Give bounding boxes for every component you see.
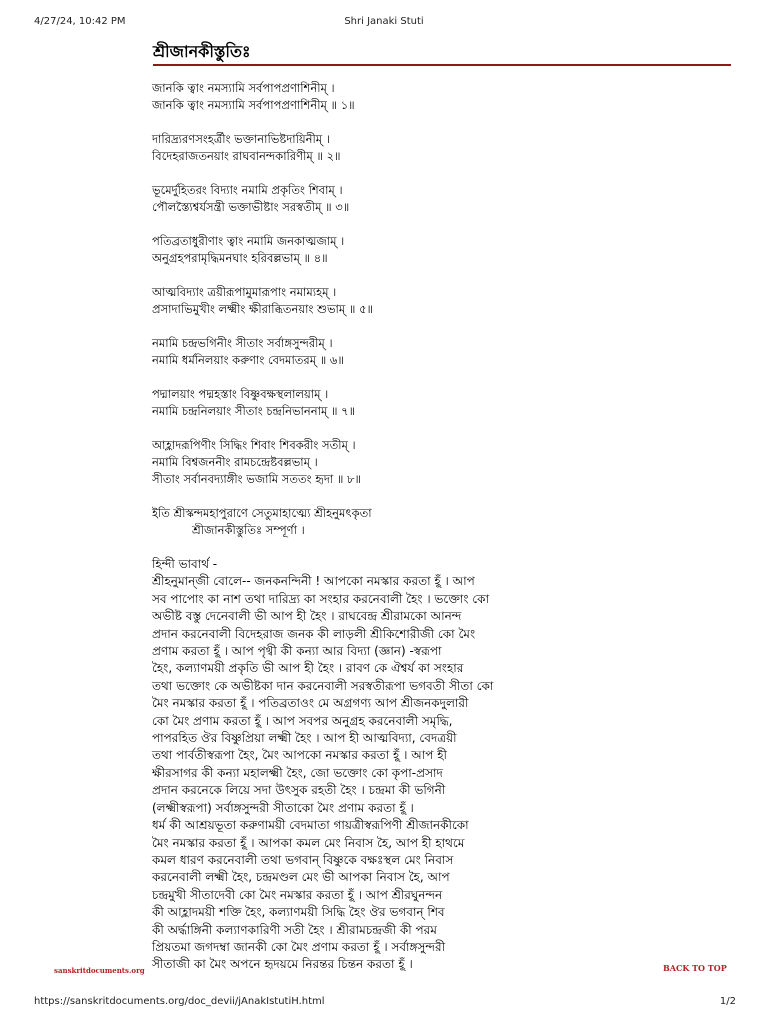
verse-line: নমামি চন্দ্রভগিনীং সীতাং সর্বাঙ্গসুন্দরীম্ । (152, 336, 333, 350)
hindi-line: সব পাপোং কা নাশ তথা দারিদ্র্য কা সংহার করনেবালী হৈং । ভক্তোং কো (152, 591, 490, 606)
verse-line: অনুগ্রহপরামৃদ্ধিমনঘাং হরিবল্লভাম্ ॥ ৪॥ (152, 251, 328, 265)
colophon (152, 505, 712, 539)
verse-line: পতিব্রতাধুরীণাং ত্বাং নমামি জনকাত্মজাম্ । (152, 234, 345, 248)
hindi-line: (লক্ষ্মীস্বরূপা) সর্বাঙ্গসুন্দরী সীতাকো মৈং প্রণাম করতা হূঁ । (152, 800, 414, 815)
verse-line: নমামি চন্দ্রনিলয়াং সীতাং চন্দ্রনিভাননাম্ ॥ ৭॥ (152, 404, 356, 418)
hindi-line: চন্দ্রমুখী সীতাদেবী কো মৈং নমস্কার করতা হূঁ । আপ শ্রীরঘুনন্দন (152, 887, 443, 902)
verse (152, 182, 712, 216)
hindi-line: কী আহ্লাদময়ী শক্তি হৈং, কল্যাণময়ী সিদ্ধি হৈং ঔর ভগবান্ শিব (152, 905, 445, 920)
hindi-line: মৈং নমস্কার করতা হূঁ । পতিব্রতাওং মে অগ্রগণ্য আপ শ্রীজনকদুলারী (152, 696, 469, 711)
verse (152, 437, 712, 488)
hindi-line: ধর্ম কী আশ্রয়ভূতা করুণাময়ী বেদমাতা গায়ত্রীস্বরূপিণী শ্রীজানকীকো (152, 818, 469, 833)
verse-line: আত্মবিদ্যাং ত্রয়ীরূপামুমারূপাং নমাম্যহম্ । (152, 285, 337, 299)
verse-line: আহ্লাদরূপিণীং সিদ্ধিং শিবাং শিবকরীং সতীম্ । (152, 438, 356, 452)
verse-line: জানকি ত্বাং নমস্যামি সর্বপাপপ্রণাশিনীম্ । (152, 81, 335, 95)
verse-line: নমামি ধর্মনিলয়াং করুণাং বেদমাতরম্ ॥ ৬॥ (152, 353, 344, 367)
verse-line: প্রসাদাভিমুখীং লক্ষ্মীং ক্ষীরাব্ধিতনয়াং শুভাম্ ॥ ৫॥ (152, 302, 374, 316)
hindi-meaning (152, 556, 712, 974)
hindi-line: প্রদান করনেকে লিয়ে সদা উৎসুক রহতী হৈং । চন্দ্রমা কী ভগিনী (152, 783, 446, 798)
site-logo-text[interactable]: sanskritdocuments.org (54, 966, 145, 975)
verse (152, 386, 712, 420)
verse-line: ভূমের্দুহিতরং বিদ্যাং নমামি প্রকৃতিং শিবাম্ । (152, 183, 343, 197)
hindi-line: তথা ভক্তোং কে অভীষ্টকা দান করনেবালী সরস্বতীরূপা ভগবতী সীতা কো (152, 678, 494, 693)
hindi-line: মৈং নমস্কার করতা হূঁ । আপকা কমল মেং নিবাস হৈ, আপ হী হাথমে (152, 835, 465, 850)
hindi-line: প্রদান করনেবালী বিদেহরাজ জনক কী লাড়লী শ্রীকিশোরীজী কো মৈং (152, 626, 476, 641)
hindi-line: প্রিয়তমা জগদম্বা জানকী কো মৈং প্রণাম করতা হূঁ । সর্বাঙ্গসুন্দরী (152, 939, 446, 954)
hindi-lines (152, 573, 712, 973)
colophon-line: শ্রীজানকীস্তুতিঃ সম্পূর্ণা । (192, 523, 305, 537)
back-to-top-link[interactable]: BACK TO TOP (663, 963, 727, 973)
verses-block (152, 80, 712, 505)
page-title: শ্রীজানকীস্তুতিঃ (153, 42, 731, 66)
verse (152, 131, 712, 165)
verse-line: সীতাং সর্বানবদ্যাঙ্গীং ভজামি সততং হৃদা ॥ ৮॥ (152, 472, 362, 486)
verse (152, 233, 712, 267)
hindi-line: কো মৈং প্রণাম করতা হূঁ । আপ সবপর অনুগ্রহ করনেবালী সমৃদ্ধি, (152, 713, 453, 728)
verse (152, 80, 712, 114)
hindi-line: ক্ষীরসাগর কী কন্যা মহালক্ষ্মী হৈং, জো ভক্তোং কো কৃপা-প্রসাদ (152, 765, 443, 780)
verse-line: নমামি বিশ্বজননীং রামচন্দ্রেষ্টবল্লভাম্ । (152, 455, 318, 469)
hindi-line: সীতাজী কা মৈং অপনে হৃদয়মে নিরন্তর চিন্তন করতা হূঁ । (152, 957, 413, 972)
print-page-title: Shri Janaki Stuti (344, 16, 424, 27)
hindi-line: কী অর্দ্ধাঙ্গিনী কল্যাণকারিণী সতী হৈং । শ্রীরামচন্দ্রজী কী পরম (152, 922, 437, 937)
print-page-number: 1/2 (719, 996, 736, 1007)
hindi-line: অভীষ্ট বস্তু দেনেবালী ভী আপ হী হৈং । রাঘবেন্দ্র শ্রীরামকো আনন্দ (152, 609, 462, 624)
verse-line: জানকি ত্বাং নমস্যামি সর্বপাপপ্রণাশিনীম্ ॥ ১॥ (152, 98, 355, 112)
verse (152, 284, 712, 318)
hindi-line: তথা পার্বতীস্বরূপা হৈং, মৈং আপকো নমস্কার করতা হূঁ । আপ হী (152, 748, 447, 763)
hindi-line: শ্রীহনুমান্জী বোলে-- জনকনন্দিনী ! আপকো নমস্কার করতা হূঁ । আপ (152, 574, 475, 589)
verse (152, 335, 712, 369)
verse-line: পদ্মালয়াং পদ্মহস্তাং বিষ্ণুবক্ষস্থলালয়াম্ । (152, 387, 329, 401)
print-timestamp: 4/27/24, 10:42 PM (34, 16, 126, 27)
hindi-line: কমল ধারণ করনেবালী তথা ভগবান্ বিষ্ণুকে বক্ষঃস্থল মেং নিবাস (152, 852, 454, 867)
hindi-line: হৈং, কল্যাণময়ী প্রকৃতি ভী আপ হী হৈং । রাবণ কে ঐশ্বর্য কা সংহার (152, 661, 464, 676)
hindi-line: প্রণাম করতা হূঁ । আপ পৃথ্বী কী কন্যা আর বিদ্যা (জ্ঞান) -স্বরূপা (152, 644, 442, 659)
verse-line: বিদেহরাজতনয়াং রাঘবানন্দকারিণীম্ ॥ ২॥ (152, 149, 341, 163)
verse-line: দারিদ্র্যরণসংহর্ত্রীং ভক্তানাভিষ্টদায়িনীম্ । (152, 132, 330, 146)
hindi-line: করনেবালী লক্ষ্মী হৈং, চন্দ্রমণ্ডল মেং ভী আপকা নিবাস হৈ, আপ (152, 870, 450, 885)
hindi-line: পাপরহিত ঔর বিষ্ণুপ্রিয়া লক্ষ্মী হৈং । আপ হী আত্মবিদ্যা, বেদত্রয়ী (152, 731, 457, 746)
hindi-heading: হিন্দী ভাবার্থ - (152, 557, 218, 571)
print-url: https://sanskritdocuments.org/doc_devii/jAnakIstutiH.html (34, 996, 325, 1007)
colophon-line: ইতি শ্রীস্কন্দমহাপুরাণে সেতুমাহাত্ম্যে শ্রীহনুমৎকৃতা (152, 506, 372, 520)
verse-line: পৌলস্ত্যৈশ্বর্যসন্ত্রী ভক্তাভীষ্টাং সরস্বতীম্ ॥ ৩॥ (152, 200, 350, 214)
